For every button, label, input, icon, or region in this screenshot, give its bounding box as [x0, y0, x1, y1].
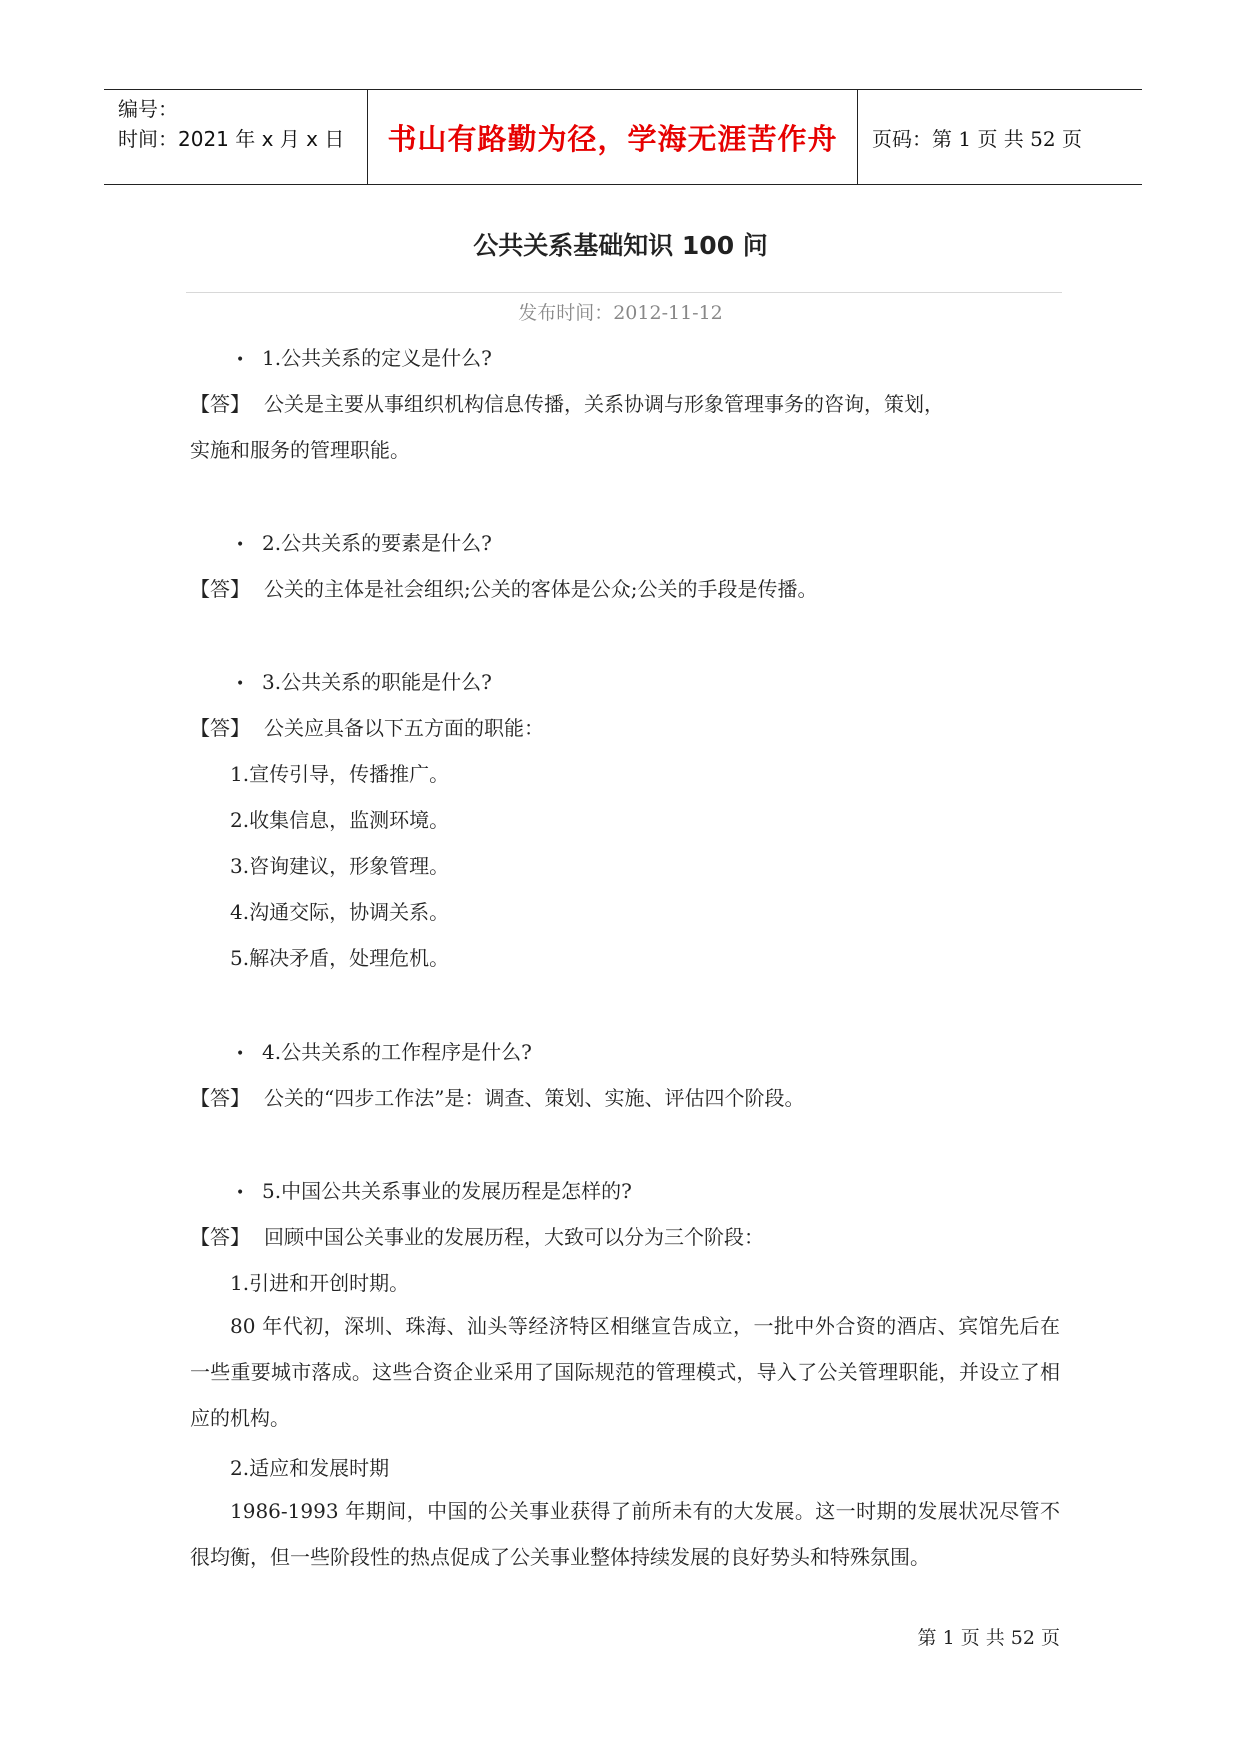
bullet-icon: •	[236, 351, 245, 368]
page-footer: 第 1 页 共 52 页	[917, 1627, 1060, 1649]
header-motto: 书山有路勤为径，学海无涯苦作舟	[368, 90, 858, 184]
title-divider	[186, 292, 1062, 293]
header-table	[104, 89, 1142, 185]
answer-2: 【答】 公关的主体是社会组织;公关的客体是公众;公关的手段是传播。	[190, 577, 818, 601]
question-5: • 5.中国公共关系事业的发展历程是怎样的?	[236, 1179, 632, 1203]
bullet-icon: •	[236, 1045, 245, 1062]
question-3: • 3.公共关系的职能是什么?	[236, 670, 492, 694]
stage-2-text: 1986-1993 年期间，中国的公关事业获得了前所未有的大发展。这一时期的发展状况尽管不很均衡，但一些阶段性的热点促成了公关事业整体持续发展的良好势头和特殊氛围。	[190, 1499, 1060, 1569]
bullet-icon: •	[236, 1184, 245, 1201]
header-page-code: 页码：第 1 页 共 52 页	[872, 126, 1082, 151]
list-item: 3.咨询建议，形象管理。	[230, 854, 450, 878]
list-item: 5.解决矛盾，处理危机。	[230, 946, 450, 970]
stage-1-heading: 1.引进和开创时期。	[230, 1271, 410, 1295]
stage-2-heading: 2.适应和发展时期	[230, 1456, 390, 1480]
list-item: 2.收集信息，监测环境。	[230, 808, 450, 832]
answer-1-cont: 实施和服务的管理职能。	[190, 438, 410, 462]
list-item: 1.宣传引导，传播推广。	[230, 762, 450, 786]
question-4: • 4.公共关系的工作程序是什么?	[236, 1040, 532, 1064]
publish-date: 发布时间：2012-11-12	[518, 302, 723, 324]
serial-label: 编号：	[118, 97, 178, 121]
bullet-icon: •	[236, 675, 245, 692]
answer-3: 【答】 公关应具备以下五方面的职能：	[190, 716, 544, 740]
answer-1: 【答】 公关是主要从事组织机构信息传播，关系协调与形象管理事务的咨询，策划，	[190, 392, 944, 416]
header-meta	[104, 90, 368, 184]
time-label: 时间：2021 年 x 月 x 日	[118, 127, 345, 151]
answer-4: 【答】 公关的“四步工作法”是：调查、策划、实施、评估四个阶段。	[190, 1086, 805, 1110]
list-item: 4.沟通交际，协调关系。	[230, 900, 450, 924]
question-1: • 1.公共关系的定义是什么?	[236, 346, 492, 370]
article-title: 公共关系基础知识 100 问	[473, 231, 768, 260]
answer-5: 【答】 回顾中国公关事业的发展历程，大致可以分为三个阶段：	[190, 1225, 764, 1249]
stage-1-text: 80 年代初，深圳、珠海、汕头等经济特区相继宣告成立，一批中外合资的酒店、宾馆先后在一些重要城市落成。这些合资企业采用了国际规范的管理模式，导入了公关管理职能，并设立了相应的机构。	[190, 1314, 1060, 1430]
bullet-icon: •	[236, 536, 245, 553]
question-2: • 2.公共关系的要素是什么?	[236, 531, 492, 555]
